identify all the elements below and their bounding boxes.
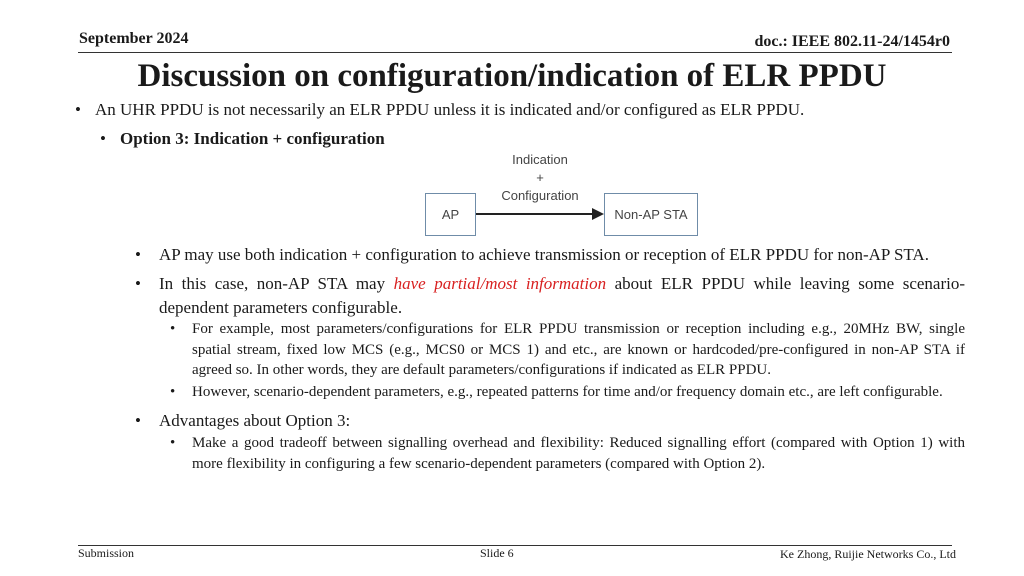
arrow-head	[592, 208, 604, 220]
point-1-text: AP may use both indication + configuration to achieve transmission or reception of ELR PPDU for non-AP STA.	[159, 245, 929, 264]
bullet-dot: •	[135, 411, 141, 430]
point-3-sub-1: Make a good tradeoff between signalling overhead and flexibility: Reduced signalling effort (compared with Option 1) with more flexibility in configuring a few scenario-dependent parameters (compared with Option 2).	[192, 435, 965, 472]
list-item	[135, 243, 965, 267]
diagram-arrow	[476, 203, 606, 227]
list-item	[135, 272, 965, 320]
point-2-text	[159, 272, 965, 320]
diagram-arrow-label	[490, 151, 590, 205]
diagram-box-ap: AP	[425, 193, 476, 236]
header-doc-id: doc.: IEEE 802.11-24/1454r0	[754, 33, 950, 50]
point-2-sub-1: For example, most parameters/configurations for ELR PPDU transmission or reception including e.g., 20MHz BW, single spatial stream, fixed low MCS (e.g., MCS0 or MCS 1) and etc., are known or hardcoded/pre-configured in non-AP STA if agreed so. In other words, they are default parameters/configurations if indicated as ELR PPDU.	[192, 321, 965, 378]
option-heading-text: Option 3: Indication + configuration	[120, 129, 385, 148]
point-2-sub-2: However, scenario-dependent parameters, e.g., repeated patterns for time and/or frequency domain etc., are left configurable.	[192, 383, 943, 400]
sub-list-item	[170, 319, 965, 381]
sub-list-item	[170, 433, 965, 474]
bullet-dot: •	[170, 435, 176, 451]
point-2-after: about ELR PPDU while leaving some scenario-dependent parameters configurable.	[159, 274, 965, 317]
body-bullets	[135, 243, 965, 475]
bullet-dot: •	[100, 129, 106, 148]
arrow-label-line2: +	[536, 170, 544, 185]
point-2-highlight: have partial/most information	[393, 274, 607, 293]
bullet-dot: •	[170, 321, 176, 337]
footer-slide-number: Slide 6	[480, 546, 514, 560]
slide-title: Discussion on configuration/indication of ELR PPDU	[137, 58, 887, 94]
footer-divider	[78, 545, 952, 546]
arrow-label-line1: Indication	[512, 152, 568, 167]
sub-list-item	[170, 382, 965, 403]
point-3-text: Advantages about Option 3:	[159, 411, 351, 430]
bullet-dot: •	[135, 245, 141, 264]
list-item	[135, 409, 965, 433]
diagram-box-non-ap-sta: Non-AP STA	[604, 193, 698, 236]
option-heading	[100, 129, 385, 149]
bullet-dot: •	[75, 100, 81, 119]
header-date: September 2024	[79, 30, 189, 47]
point-2-before: In this case, non-AP STA may	[159, 274, 394, 293]
intro-bullet	[75, 100, 804, 120]
footer-author: Ke Zhong, Ruijie Networks Co., Ltd	[780, 547, 956, 561]
bullet-dot: •	[170, 383, 176, 400]
header-divider	[78, 52, 952, 53]
bullet-dot: •	[135, 274, 141, 293]
intro-bullet-text: An UHR PPDU is not necessarily an ELR PPDU unless it is indicated and/or configured as ELR PPDU.	[95, 100, 805, 119]
footer-submission: Submission	[78, 546, 135, 560]
arrow-label-line3: Configuration	[501, 188, 579, 203]
